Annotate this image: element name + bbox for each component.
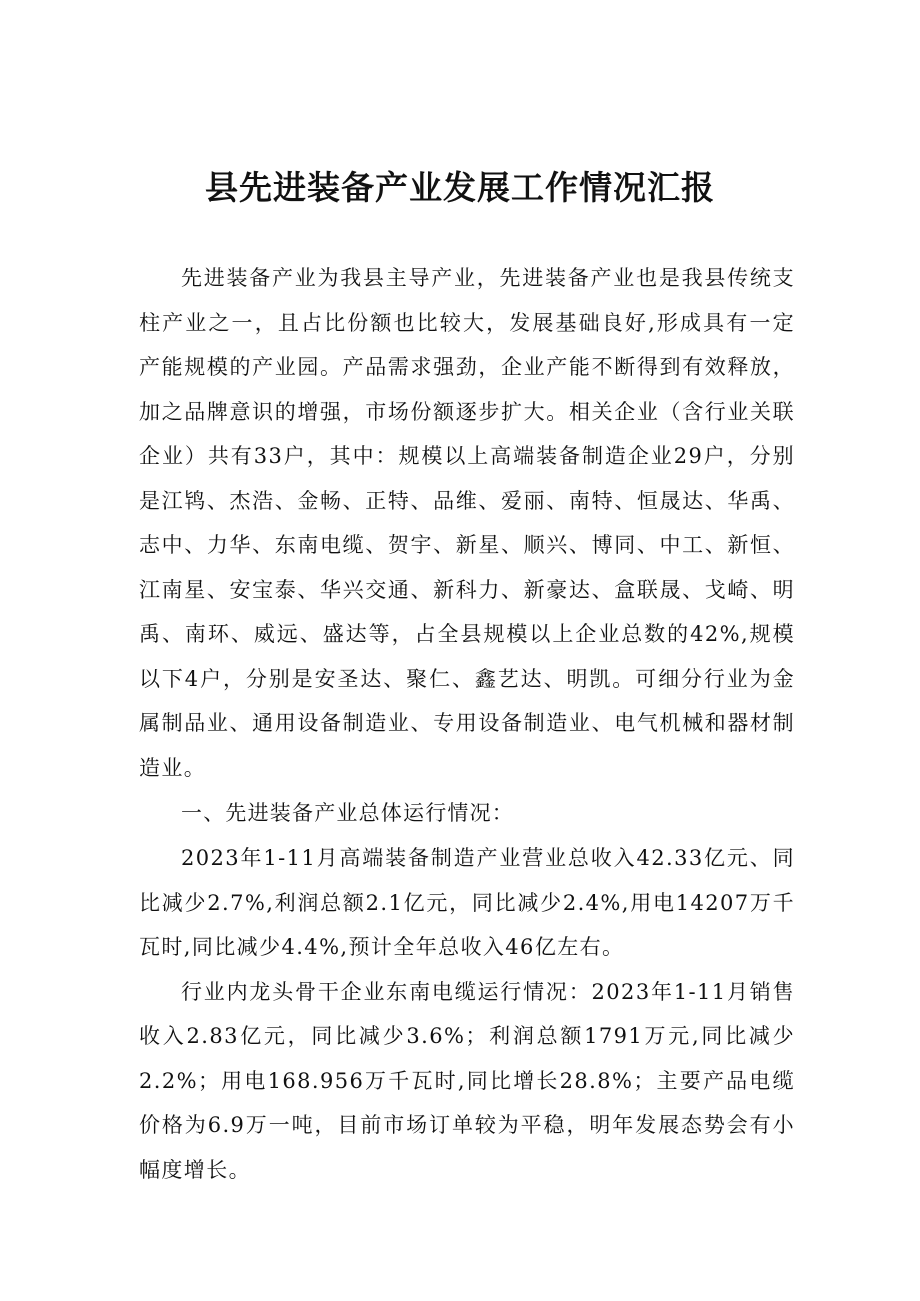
leading-enterprise-paragraph: 行业内龙头骨干企业东南电缆运行情况：2023年1-11月销售收入2.83亿元，同比减少3.6%；利润总额1791万元,同比减少2.2%；用电168.956万千瓦时,同比增长28.8%；主要产品电缆价格为6.9万一吨，目前市场订单较为平稳，明年发展态势会有小幅度增长。	[139, 979, 795, 1182]
document-body	[139, 256, 795, 1192]
intro-paragraph: 先进装备产业为我县主导产业，先进装备产业也是我县传统支柱产业之一，且占比份额也比较大，发展基础良好,形成具有一定产能规模的产业园。产品需求强劲，企业产能不断得到有效释放，加之品牌意识的增强，市场份额逐步扩大。相关企业（含行业关联企业）共有33户，其中：规模以上高端装备制造企业29户，分别是江鸨、杰浩、金畅、正特、品维、爱丽、南特、恒晟达、华禹、志中、力华、东南电缆、贺宇、新星、顺兴、博同、中工、新恒、江南星、安宝泰、华兴交通、新科力、新豪达、盒联晟、戈崎、明禹、南环、威远、盛达等，占全县规模以上企业总数的42%,规模以下4户，分别是安圣达、聚仁、鑫艺达、明凯。可细分行业为金属制品业、通用设备制造业、专用设备制造业、电气机械和器材制造业。	[139, 266, 795, 780]
section-heading: 一、先进装备产业总体运行情况：	[181, 801, 514, 825]
overall-performance-paragraph: 2023年1-11月高端装备制造产业营业总收入42.33亿元、同比减少2.7%,利润总额2.1亿元，同比减少2.4%,用电14207万千瓦时,同比减少4.4%,预计全年总收入46亿左右。	[139, 846, 795, 959]
document-title: 县先进装备产业发展工作情况汇报	[205, 168, 715, 207]
